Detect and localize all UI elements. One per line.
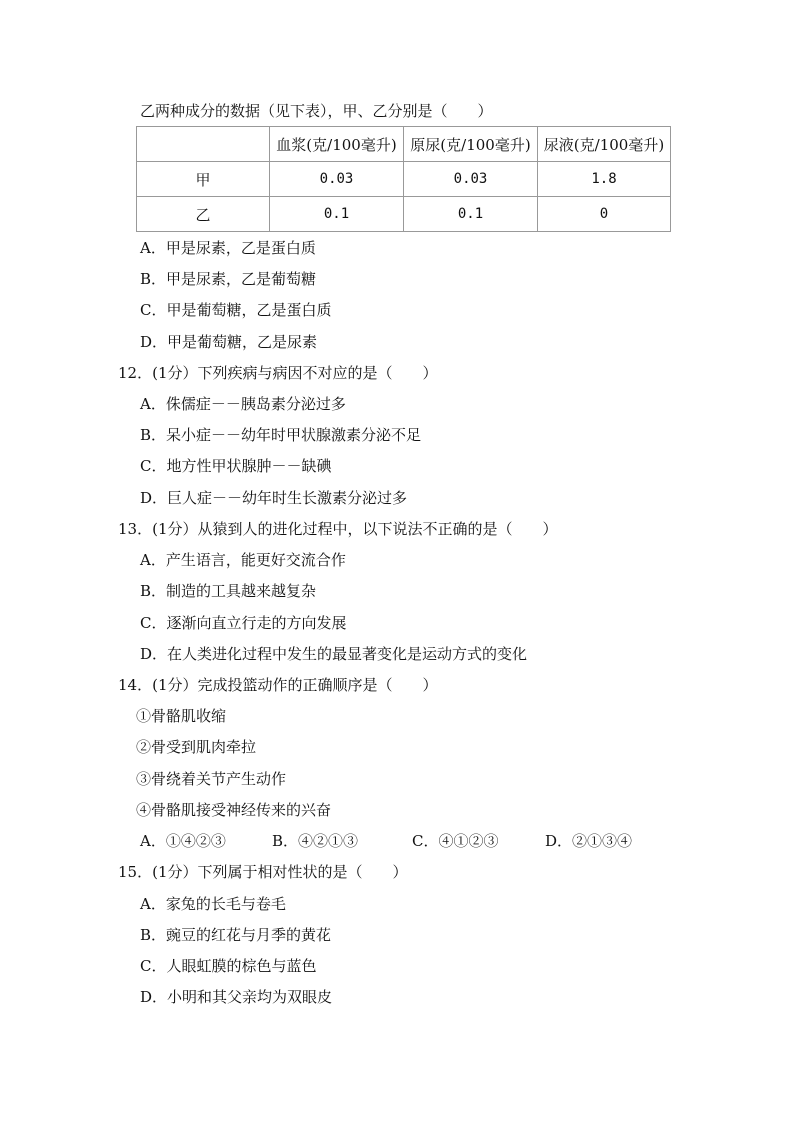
q12-option-d: D．巨人症－－幼年时生长激素分泌过多 <box>140 489 408 507</box>
q12-option-c: C．地方性甲状腺肿－－缺碘 <box>140 457 332 475</box>
q14-stem: 14．(1分）完成投篮动作的正确顺序是（ ） <box>118 676 438 694</box>
q14-option-c: C．④①②③ <box>412 832 499 850</box>
q14-option-a: A．①④②③ <box>140 832 226 850</box>
q15-stem: 15．(1分）下列属于相对性状的是（ ） <box>118 863 408 881</box>
q11-option-c: C．甲是葡萄糖，乙是蛋白质 <box>140 301 332 319</box>
q14-option-b: B．④②①③ <box>272 832 359 850</box>
q13-stem: 13．(1分）从猿到人的进化过程中，以下说法不正确的是（ ） <box>118 520 558 538</box>
q13-option-d: D．在人类进化过程中发生的最显著变化是运动方式的变化 <box>140 645 528 663</box>
table-row <box>137 162 671 197</box>
q13-option-a: A．产生语言，能更好交流合作 <box>140 551 346 569</box>
table-header-row <box>137 127 671 162</box>
q14-step-1: ①骨骼肌收缩 <box>136 707 227 725</box>
table-cell: 0 <box>538 197 671 232</box>
q12-option-b: B．呆小症－－幼年时甲状腺激素分泌不足 <box>140 426 422 444</box>
q13-option-b: B．制造的工具越来越复杂 <box>140 582 317 600</box>
table-cell: 0.1 <box>270 197 404 232</box>
q15-option-b: B．豌豆的红花与月季的黄花 <box>140 926 332 944</box>
q14-options-row <box>140 831 632 851</box>
q11-stem-continued: 乙两种成分的数据（见下表），甲、乙分别是（ ） <box>140 102 493 120</box>
q11-option-d: D．甲是葡萄糖，乙是尿素 <box>140 333 318 351</box>
q15-option-a: A．家兔的长毛与卷毛 <box>140 895 286 913</box>
table-header-cell <box>137 127 270 162</box>
table-cell: 1.8 <box>538 162 671 197</box>
table-header-cell: 原尿(克/100毫升) <box>404 127 538 162</box>
table-cell: 乙 <box>137 197 270 232</box>
table-row <box>137 197 671 232</box>
q12-stem: 12．(1分）下列疾病与病因不对应的是（ ） <box>118 364 438 382</box>
q11-option-b: B．甲是尿素，乙是葡萄糖 <box>140 270 317 288</box>
table-cell: 0.03 <box>270 162 404 197</box>
data-table <box>136 126 671 232</box>
q11-option-a: A．甲是尿素，乙是蛋白质 <box>140 239 316 257</box>
q13-option-c: C．逐渐向直立行走的方向发展 <box>140 614 347 632</box>
q14-step-2: ②骨受到肌肉牵拉 <box>136 738 257 756</box>
q14-step-4: ④骨骼肌接受神经传来的兴奋 <box>136 801 332 819</box>
table-header-cell: 血浆(克/100毫升) <box>270 127 404 162</box>
q14-step-3: ③骨绕着关节产生动作 <box>136 770 287 788</box>
q14-option-d: D．②①③④ <box>545 832 633 850</box>
table-cell: 0.1 <box>404 197 538 232</box>
table-cell: 甲 <box>137 162 270 197</box>
table-header-cell: 尿液(克/100毫升) <box>538 127 671 162</box>
q15-option-c: C．人眼虹膜的棕色与蓝色 <box>140 957 317 975</box>
table-cell: 0.03 <box>404 162 538 197</box>
q15-option-d: D．小明和其父亲均为双眼皮 <box>140 988 333 1006</box>
q12-option-a: A．侏儒症－－胰岛素分泌过多 <box>140 395 346 413</box>
